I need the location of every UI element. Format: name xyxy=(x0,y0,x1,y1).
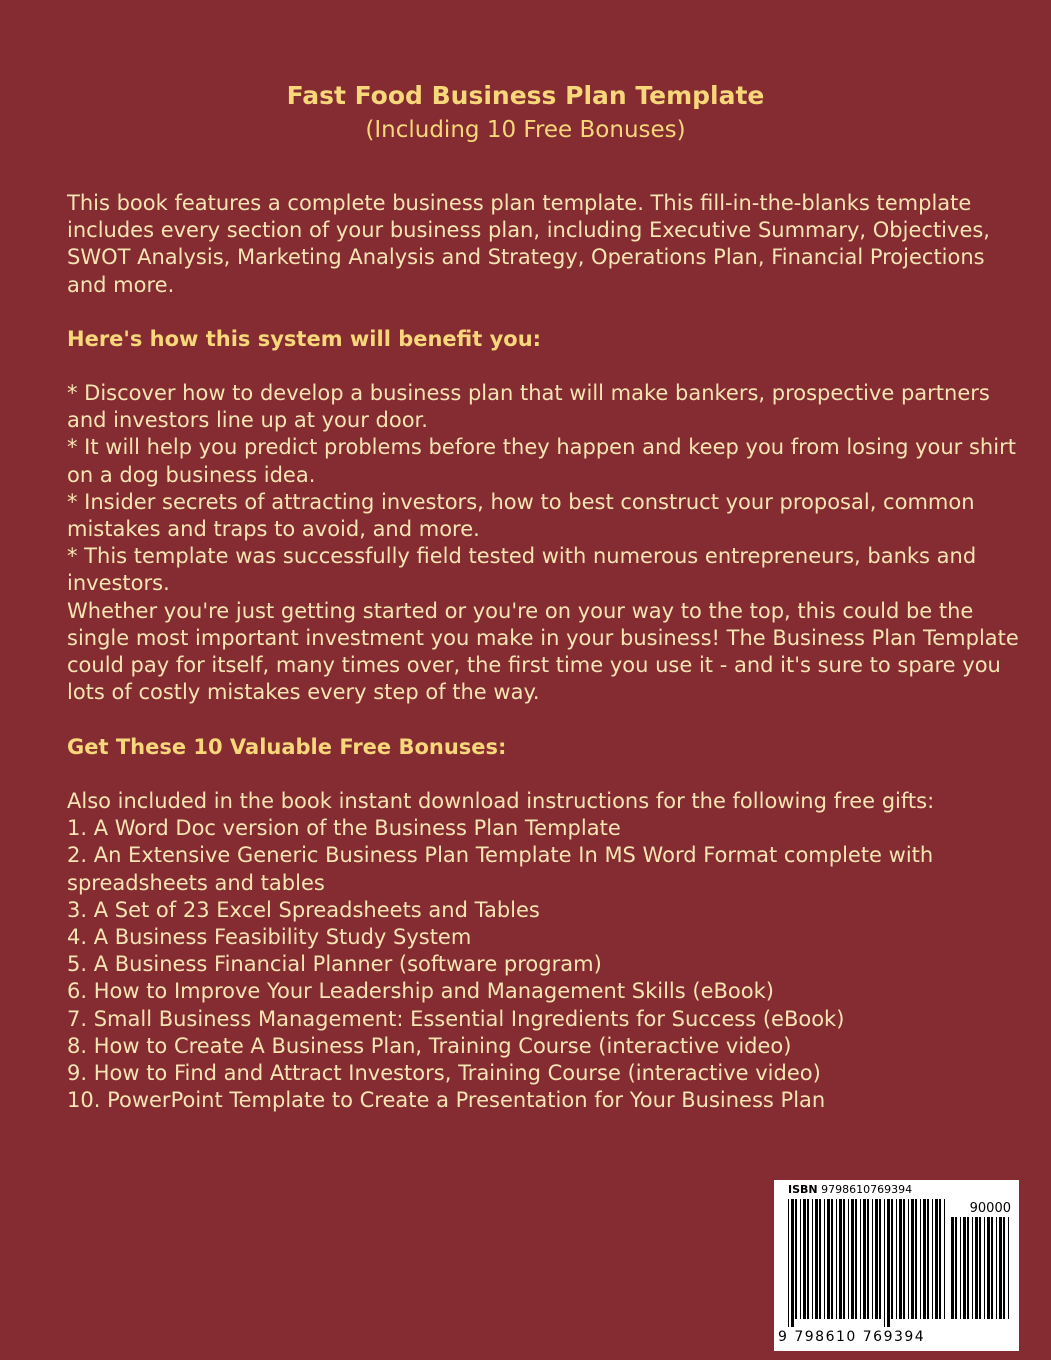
barcode-bar xyxy=(807,1199,809,1319)
barcode-bar xyxy=(903,1199,905,1319)
bonus-item: 1. A Word Doc version of the Business Plan Template xyxy=(67,816,621,841)
barcode-bar xyxy=(839,1199,842,1319)
barcode-bar xyxy=(815,1199,818,1319)
barcode-bar xyxy=(923,1199,926,1319)
bonus-item: 2. An Extensive Generic Business Plan Template In MS Word Format complete with spreadsheets and tables xyxy=(67,843,934,895)
isbn-prefix: ISBN xyxy=(788,1183,818,1196)
barcode-bar xyxy=(927,1199,929,1319)
benefit-item: * Discover how to develop a business plan that will make bankers, prospective partners and investors line up at your door. xyxy=(67,381,990,433)
barcode-bar xyxy=(939,1199,941,1319)
price-code: 90000 xyxy=(969,1201,1011,1216)
barcode-bar xyxy=(967,1217,969,1319)
intro-paragraph xyxy=(67,190,1027,299)
barcode-bar xyxy=(999,1217,1002,1319)
barcode-bars xyxy=(788,1199,948,1327)
barcode-bar xyxy=(812,1199,813,1319)
isbn-barcode xyxy=(774,1180,1019,1351)
barcode-bar xyxy=(875,1199,878,1319)
bonus-item: 3. A Set of 23 Excel Spreadsheets and Tables xyxy=(67,897,540,922)
isbn-number: 9798610769394 xyxy=(821,1183,913,1196)
barcode-bar xyxy=(951,1217,954,1319)
barcode-bar xyxy=(831,1199,833,1319)
book-title: Fast Food Business Plan Template xyxy=(286,81,765,110)
barcode-bar xyxy=(887,1199,890,1327)
barcode-bar xyxy=(872,1199,873,1319)
bonuses-intro: Also included in the book instant download instructions for the following free gifts: xyxy=(67,789,935,813)
barcode-bar xyxy=(855,1199,857,1319)
barcode-bar xyxy=(836,1199,837,1319)
bonus-item: 8. How to Create A Business Plan, Training Course (interactive video) xyxy=(67,1033,792,1058)
barcode-bar xyxy=(932,1199,933,1319)
bonus-item: 4. A Business Feasibility Study System xyxy=(67,925,472,950)
barcode-bar xyxy=(975,1217,978,1319)
bonus-item: 10. PowerPoint Template to Create a Presentation for Your Business Plan xyxy=(67,1088,826,1113)
barcode-bar xyxy=(884,1199,885,1327)
benefit-item: * It will help you predict problems before they happen and keep you from losing your shirt on a dog business idea. xyxy=(67,435,1016,487)
isbn-digits: 9 798610 769394 xyxy=(778,1329,926,1345)
barcode-bar xyxy=(960,1217,961,1319)
isbn-label xyxy=(788,1183,912,1197)
book-subtitle: (Including 10 Free Bonuses) xyxy=(365,117,686,143)
bonus-item: 5. A Business Financial Planner (software program) xyxy=(67,952,602,977)
barcode-bar xyxy=(860,1199,861,1319)
barcode-bar xyxy=(879,1199,881,1319)
barcode-bar xyxy=(788,1199,789,1327)
barcode-bar xyxy=(851,1199,854,1319)
barcode-bar xyxy=(991,1217,993,1319)
barcode-bar xyxy=(899,1199,902,1319)
barcode-bar xyxy=(791,1199,794,1327)
bonus-item: 6. How to Improve Your Leadership and Management Skills (eBook) xyxy=(67,979,774,1004)
barcode-bar xyxy=(915,1199,917,1319)
barcode-bar xyxy=(848,1199,849,1319)
bonuses-heading: Get These 10 Valuable Free Bonuses: xyxy=(67,735,507,759)
barcode-bar xyxy=(955,1217,957,1319)
barcode-bar xyxy=(979,1217,981,1319)
barcode-bar xyxy=(1008,1217,1009,1319)
bonuses-list xyxy=(67,788,1027,1114)
barcode-bar xyxy=(800,1199,801,1319)
barcode-bar xyxy=(843,1199,845,1319)
barcode-bar xyxy=(863,1199,866,1319)
intro-text: This book features a complete business plan template. This fill-in-the-blanks template includes every section of your business plan, including Executive Summary, Objectives, SWOT Analysis, Marketing Analysis and Strategy, Operations Plan, Financial Projections and more. xyxy=(67,191,990,297)
barcode-bar xyxy=(867,1199,869,1319)
benefits-heading: Here's how this system will benefit you: xyxy=(67,327,542,351)
barcode-bar xyxy=(824,1199,825,1319)
benefit-summary: Whether you're just getting started or you're on your way to the top, this could be the single most important investment you make in your business! The Business Plan Template could pay for itself, many times over, the first time you use it - and it's sure to spare you lots of costly mistakes every step of the way. xyxy=(67,598,1019,705)
barcode-bar xyxy=(896,1199,897,1319)
barcode-addon-bars xyxy=(951,1217,1011,1327)
barcode-bar xyxy=(803,1199,806,1319)
barcode-bar xyxy=(996,1217,997,1319)
barcode-bar xyxy=(984,1217,985,1319)
barcode-bar xyxy=(1003,1217,1005,1319)
barcode-bar xyxy=(795,1199,797,1319)
bonus-item: 7. Small Business Management: Essential Ingredients for Success (eBook) xyxy=(67,1006,845,1031)
barcode-bar xyxy=(827,1199,830,1319)
barcode-bar xyxy=(987,1217,990,1319)
barcode-bar xyxy=(963,1217,966,1319)
barcode-bar xyxy=(911,1199,914,1319)
benefit-item: * Insider secrets of attracting investors, how to best construct your proposal, common mistakes and traps to avoid, and more. xyxy=(67,489,975,542)
barcode-bar xyxy=(908,1199,909,1319)
barcode-bar xyxy=(972,1217,973,1319)
barcode-bar xyxy=(920,1199,921,1319)
barcode-bar xyxy=(944,1199,945,1319)
barcode-bar xyxy=(819,1199,821,1319)
bonus-item: 9. How to Find and Attract Investors, Training Course (interactive video) xyxy=(67,1061,821,1086)
barcode-bar xyxy=(935,1199,938,1319)
barcode-bar xyxy=(891,1199,893,1319)
benefit-item: * This template was successfully field tested with numerous entrepreneurs, banks and investors. xyxy=(67,544,977,596)
benefits-list xyxy=(67,380,1027,706)
